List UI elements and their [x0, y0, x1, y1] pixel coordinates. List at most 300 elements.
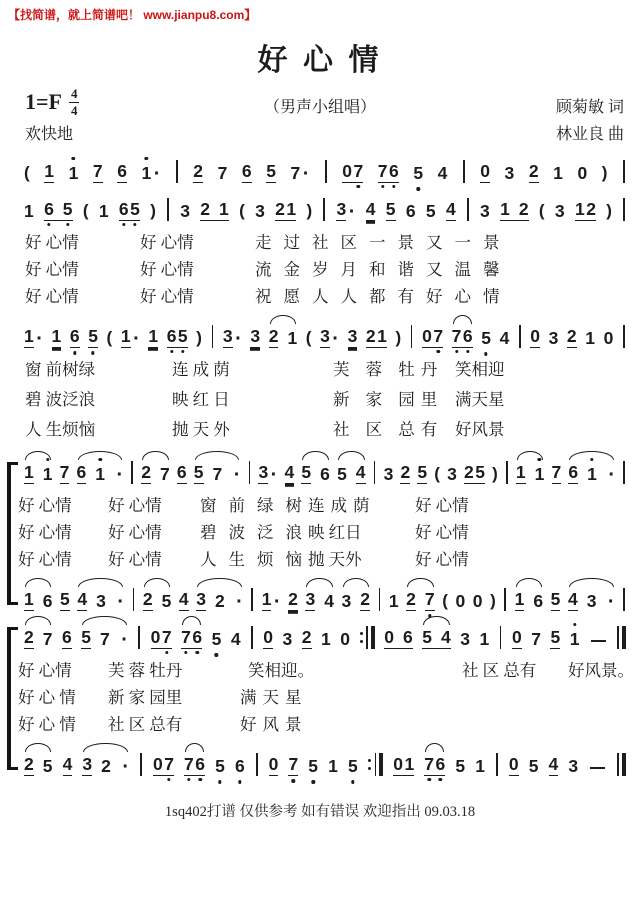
note: 5 — [417, 462, 427, 485]
note: 3 — [180, 201, 190, 221]
note-cell — [455, 756, 465, 776]
lyric-segment: 连 成 荫 — [172, 360, 230, 379]
note: 2 — [269, 326, 279, 349]
note: 4 — [441, 626, 451, 647]
augmentation-dot: · — [133, 328, 140, 350]
note: 1 — [321, 629, 331, 649]
note: 4 — [549, 754, 559, 777]
augmentation-dot: · — [121, 629, 128, 651]
note-cell — [308, 756, 318, 776]
slur-note-group — [568, 589, 615, 612]
note: 7 — [288, 754, 298, 777]
note-group — [500, 199, 528, 222]
note: 2 — [141, 462, 151, 485]
note: 1 — [262, 589, 272, 612]
note: 0 — [384, 626, 395, 647]
thin-bar — [617, 626, 619, 649]
note-cell — [215, 756, 225, 776]
note-cell — [426, 201, 436, 221]
note-cell — [177, 462, 187, 485]
note-cell — [288, 754, 298, 777]
note: 5 — [42, 756, 53, 776]
note: 7 — [353, 160, 364, 181]
note: 6 — [405, 201, 416, 221]
note-cell — [258, 462, 277, 485]
lyric-row — [0, 356, 640, 386]
note: 6 — [234, 756, 245, 776]
note-cell — [321, 629, 331, 649]
note: 3 — [348, 326, 358, 349]
note: 5 — [550, 627, 560, 650]
barline — [623, 461, 625, 484]
note: 1 — [388, 591, 399, 611]
note: 4 — [77, 589, 87, 612]
note: 7 — [181, 626, 191, 647]
note-cell — [231, 629, 241, 649]
symbol: ) — [601, 163, 608, 182]
note: 5 — [194, 462, 204, 485]
note: 3 — [250, 326, 260, 349]
note-cell — [302, 627, 312, 650]
note-cell — [386, 199, 396, 222]
note-cell — [550, 627, 560, 650]
note-cell — [218, 163, 228, 183]
barline — [411, 325, 413, 348]
lyric-segment: 好 心情 — [25, 287, 79, 306]
note: 6 — [242, 161, 252, 184]
note-cell — [93, 161, 103, 184]
note: 6 — [42, 591, 53, 611]
note: 7 — [164, 753, 174, 774]
site-banner: 【找简谱，就上简谱吧！ www.jianpu8.com】 — [8, 8, 257, 22]
note: 1 — [52, 326, 62, 349]
barline — [500, 626, 502, 649]
note: 5 — [62, 198, 73, 219]
note: 6 — [435, 753, 446, 774]
slur-note-group — [194, 462, 241, 485]
note: 1 — [534, 464, 545, 484]
note: 1 — [479, 629, 490, 649]
note-group — [378, 161, 399, 184]
lyric-segment: 抛 天 外 — [172, 420, 230, 439]
thick-bar — [379, 753, 383, 776]
note-cell — [460, 629, 470, 649]
note-cell — [384, 464, 394, 484]
lyric-segment: 好 心情 — [18, 496, 72, 515]
note-cell — [530, 326, 540, 349]
note: 1 — [286, 198, 297, 219]
note: 6 — [403, 626, 413, 647]
dot — [368, 767, 371, 770]
symbol: ) — [196, 328, 202, 347]
barline — [506, 461, 508, 484]
lyric-row — [0, 416, 640, 446]
thin-bar — [617, 753, 619, 776]
note: 0 — [472, 591, 483, 611]
note: 1 — [569, 629, 580, 649]
note: 2 — [529, 161, 539, 184]
footer-note: 1sq402打谱 仅供参考 如有错误 欢迎指出 09.03.18 — [164, 804, 476, 820]
note-cell — [531, 629, 541, 649]
thick-bar — [622, 626, 626, 649]
note: 5 — [422, 626, 433, 647]
meter-numerator: 4 — [70, 86, 78, 101]
note: 2 — [200, 198, 211, 219]
barline — [323, 198, 325, 221]
note: 6 — [118, 198, 129, 219]
note: 7 — [531, 629, 541, 649]
note-cell — [70, 326, 80, 349]
note: 6 — [77, 462, 87, 485]
symbol: ) — [606, 201, 612, 220]
note-cell — [552, 462, 562, 485]
augmentation-dot: · — [153, 163, 161, 185]
note: 5 — [301, 462, 311, 485]
note: 2 — [567, 326, 577, 349]
lyric-segment: 好风景。 — [568, 661, 634, 680]
note-cell — [242, 161, 252, 184]
note: 3 — [447, 464, 457, 484]
lyric-segment: 好 心情 — [415, 523, 469, 542]
barline — [251, 588, 253, 611]
lyrics-block — [0, 229, 640, 310]
lyric-segment: 社 区 总有 — [333, 420, 444, 439]
note: 3 — [341, 591, 352, 611]
note: 4 — [568, 589, 578, 612]
note: 6 — [117, 161, 127, 184]
lyric-segment: 连成荫 — [308, 496, 376, 515]
note: 3 — [504, 163, 515, 183]
note-group — [464, 462, 485, 485]
lyric-row — [0, 492, 640, 519]
lyric-segment: 映 红 日 — [172, 390, 230, 409]
slur-note-group — [342, 589, 370, 612]
lyric-segment: 好 心情 — [25, 260, 79, 279]
note: 3 — [82, 754, 92, 777]
note-cell — [549, 328, 559, 348]
note: 6 — [462, 325, 473, 346]
slur-note-group — [406, 589, 434, 612]
slur-note-group — [305, 589, 333, 612]
note: 3 — [223, 326, 233, 349]
symbol: ( — [538, 201, 545, 220]
note: 5 — [60, 589, 70, 612]
symbol: ) — [492, 464, 498, 483]
note-cell — [555, 201, 565, 221]
lyric-segment: 好 心情 — [18, 661, 72, 680]
note-cell — [438, 163, 448, 183]
note-cell — [291, 163, 310, 183]
lyric-segment: 好 心情 — [415, 550, 469, 569]
voice-system — [0, 623, 640, 776]
note-group — [384, 627, 412, 650]
note: 0 — [263, 627, 273, 650]
note: 1 — [95, 464, 106, 484]
final-barline — [617, 626, 625, 649]
note-cell — [262, 589, 281, 612]
barline — [133, 588, 135, 611]
note-cell — [505, 163, 515, 183]
slur-note-group — [77, 589, 124, 612]
repeat-barline — [368, 753, 383, 776]
note: 5 — [308, 756, 319, 776]
tempo-row — [0, 121, 640, 145]
lyric-segment: 走过社区一景又一景 — [255, 233, 512, 252]
note: 2 — [24, 754, 34, 777]
note-group — [167, 326, 188, 349]
note-cell — [604, 328, 614, 348]
note: 6 — [533, 591, 544, 611]
note: 5 — [347, 756, 358, 776]
subtitle: （男声小组唱） — [263, 99, 376, 116]
dash-note — [590, 767, 605, 769]
note: 2 — [518, 198, 529, 219]
note: 5 — [413, 163, 424, 183]
note: 1 — [404, 753, 415, 774]
note: 3 — [336, 199, 346, 222]
note: 3 — [586, 591, 597, 611]
lyric-segment: 好 心情 — [18, 523, 72, 542]
lyric-segment: 好 心情 — [108, 496, 162, 515]
note: 6 — [62, 627, 72, 650]
note-cell — [52, 326, 62, 349]
symbol: ( — [442, 591, 448, 610]
barline — [140, 753, 142, 776]
note: 5 — [81, 627, 91, 650]
lyric-segment: 好风景 — [455, 420, 505, 439]
lyric-segment: 窗前绿树 — [200, 496, 314, 515]
note-cell — [44, 161, 54, 184]
lyric-segment: 好 心 情 — [18, 688, 76, 707]
note-group — [393, 754, 414, 777]
key-tonic: 1=F — [25, 89, 62, 115]
note-cell — [223, 326, 242, 349]
music-line — [24, 585, 626, 611]
note-group — [200, 199, 228, 222]
note: 5 — [88, 326, 98, 349]
note: 1 — [516, 462, 526, 485]
symbol: ) — [150, 201, 156, 220]
note-cell — [148, 326, 158, 349]
note-cell — [406, 201, 416, 221]
lyric-row — [0, 657, 640, 684]
note: 7 — [290, 163, 301, 183]
note-cell — [99, 201, 109, 221]
note: 2 — [24, 627, 34, 650]
note: 5 — [161, 591, 172, 611]
note-cell — [400, 462, 410, 485]
slur-note-group — [515, 589, 543, 612]
note-cell — [389, 591, 399, 611]
note-cell — [509, 754, 519, 777]
lyric-row — [0, 256, 640, 283]
slur-note-group — [24, 754, 52, 777]
header-row — [0, 87, 640, 121]
slur-note-group — [422, 627, 450, 650]
note: 2 — [143, 589, 153, 612]
note-cell — [288, 589, 298, 612]
note-cell — [336, 199, 355, 222]
note: 7 — [212, 464, 223, 484]
composer-credit: 林业良 曲 — [555, 126, 624, 143]
dot — [360, 632, 363, 635]
barline — [251, 626, 253, 649]
note: 2 — [288, 589, 298, 612]
note: 1 — [24, 326, 34, 349]
note: 5 — [337, 464, 347, 484]
note-cell — [413, 163, 423, 183]
symbol: ( — [82, 201, 89, 220]
note: 3 — [548, 328, 559, 348]
music-line — [24, 750, 626, 776]
note: 1 — [500, 198, 510, 219]
lyric-segment: 窗 前树绿 — [25, 360, 96, 379]
barline — [496, 753, 498, 776]
augmentation-dot: · — [36, 328, 43, 350]
note-cell — [179, 589, 189, 612]
note-cell — [117, 161, 127, 184]
lyric-segment: 人 生烦恼 — [25, 420, 96, 439]
barline — [623, 325, 625, 348]
barline — [249, 461, 251, 484]
note: 1 — [24, 201, 34, 221]
note: 1 — [219, 198, 229, 219]
note: 1 — [515, 589, 525, 612]
note-cell — [235, 756, 245, 776]
note: 0 — [269, 754, 279, 777]
note: 6 — [44, 198, 54, 219]
note: 3 — [96, 591, 106, 611]
augmentation-dot: · — [116, 464, 124, 486]
barline — [256, 753, 258, 776]
lyric-segment: 好 心情 — [108, 523, 162, 542]
note: 7 — [377, 160, 388, 181]
note-cell — [250, 326, 260, 349]
note: 7 — [159, 464, 170, 484]
note-cell — [553, 163, 563, 183]
note: 6 — [192, 626, 203, 647]
slur-note-group — [269, 326, 297, 349]
symbol: ( — [239, 201, 245, 220]
note-cell — [63, 754, 73, 777]
barline — [623, 198, 625, 221]
lyric-row — [0, 519, 640, 546]
note: 1 — [475, 756, 485, 776]
augmentation-dot: · — [122, 756, 130, 778]
lyric-segment: 好 心情 — [25, 233, 79, 252]
note: 0 — [340, 629, 350, 649]
note: 5 — [215, 756, 225, 776]
note: 7 — [93, 161, 103, 184]
slur-note-group — [452, 326, 473, 349]
lyric-segment: 好 心 情 — [18, 715, 76, 734]
note: 4 — [437, 163, 448, 183]
slur-note-group — [24, 627, 52, 650]
barline — [131, 461, 133, 484]
music-line — [24, 623, 626, 649]
note: 0 — [577, 163, 588, 183]
final-barline — [617, 753, 625, 776]
augmentation-dot: · — [273, 591, 281, 613]
lyric-segment: 映 红日 — [308, 523, 362, 542]
note: 3 — [255, 201, 265, 221]
note-cell — [417, 462, 427, 485]
note: 2 — [360, 589, 370, 612]
lyric-segment: 社 区 总有 — [108, 715, 183, 734]
note-cell — [285, 462, 295, 485]
note: 0 — [603, 328, 614, 348]
dash-note — [591, 640, 606, 642]
augmentation-dot: · — [302, 163, 310, 185]
note-cell — [88, 326, 98, 349]
score-body — [0, 157, 640, 776]
note: 5 — [266, 161, 276, 184]
augmentation-dot: · — [233, 464, 241, 486]
note: 2 — [193, 161, 203, 184]
symbol: ) — [395, 328, 402, 347]
barline — [504, 588, 506, 611]
note-cell — [481, 328, 491, 348]
barline — [138, 626, 140, 649]
note-cell — [193, 161, 203, 184]
note: 7 — [433, 325, 444, 346]
note: 4 — [356, 462, 366, 485]
note-cell — [60, 462, 70, 485]
note-group — [119, 199, 140, 222]
note-group — [275, 199, 296, 222]
slur-note-group — [568, 462, 615, 485]
note-cell — [24, 201, 34, 221]
music-line — [24, 157, 626, 183]
note: 5 — [455, 756, 466, 776]
note-cell — [142, 163, 161, 183]
note-cell — [212, 629, 222, 649]
note: 0 — [509, 754, 519, 777]
barline — [212, 325, 214, 348]
slur-note-group — [24, 462, 52, 485]
lyric-segment: 笑相迎。 — [248, 661, 314, 680]
note-group — [342, 161, 363, 184]
lyric-segment: 好 心情 — [140, 260, 194, 279]
note: 3 — [568, 756, 579, 776]
note-group — [422, 326, 443, 349]
note-cell — [60, 589, 70, 612]
thin-bar — [375, 753, 377, 776]
note: 1 — [148, 326, 158, 349]
symbol: ( — [24, 163, 30, 182]
note-cell — [551, 589, 561, 612]
note: 7 — [184, 753, 194, 774]
note-cell — [473, 591, 483, 611]
note-cell — [340, 629, 350, 649]
lyric-segment: 好风景 — [240, 715, 308, 734]
note-cell — [446, 199, 456, 222]
note-group — [153, 754, 174, 777]
note: 0 — [530, 326, 540, 349]
lyric-segment: 好 心情 — [415, 496, 469, 515]
note: 3 — [460, 629, 470, 649]
note: 4 — [499, 328, 510, 348]
lyric-row — [0, 386, 640, 416]
note: 1 — [328, 756, 338, 776]
note: 1 — [287, 328, 298, 348]
slur-note-group — [181, 627, 202, 650]
slur-note-group — [81, 627, 128, 650]
thick-bar — [622, 753, 626, 776]
lyrics-block — [0, 657, 640, 738]
repeat-dots — [368, 759, 371, 770]
note-cell — [577, 163, 587, 183]
